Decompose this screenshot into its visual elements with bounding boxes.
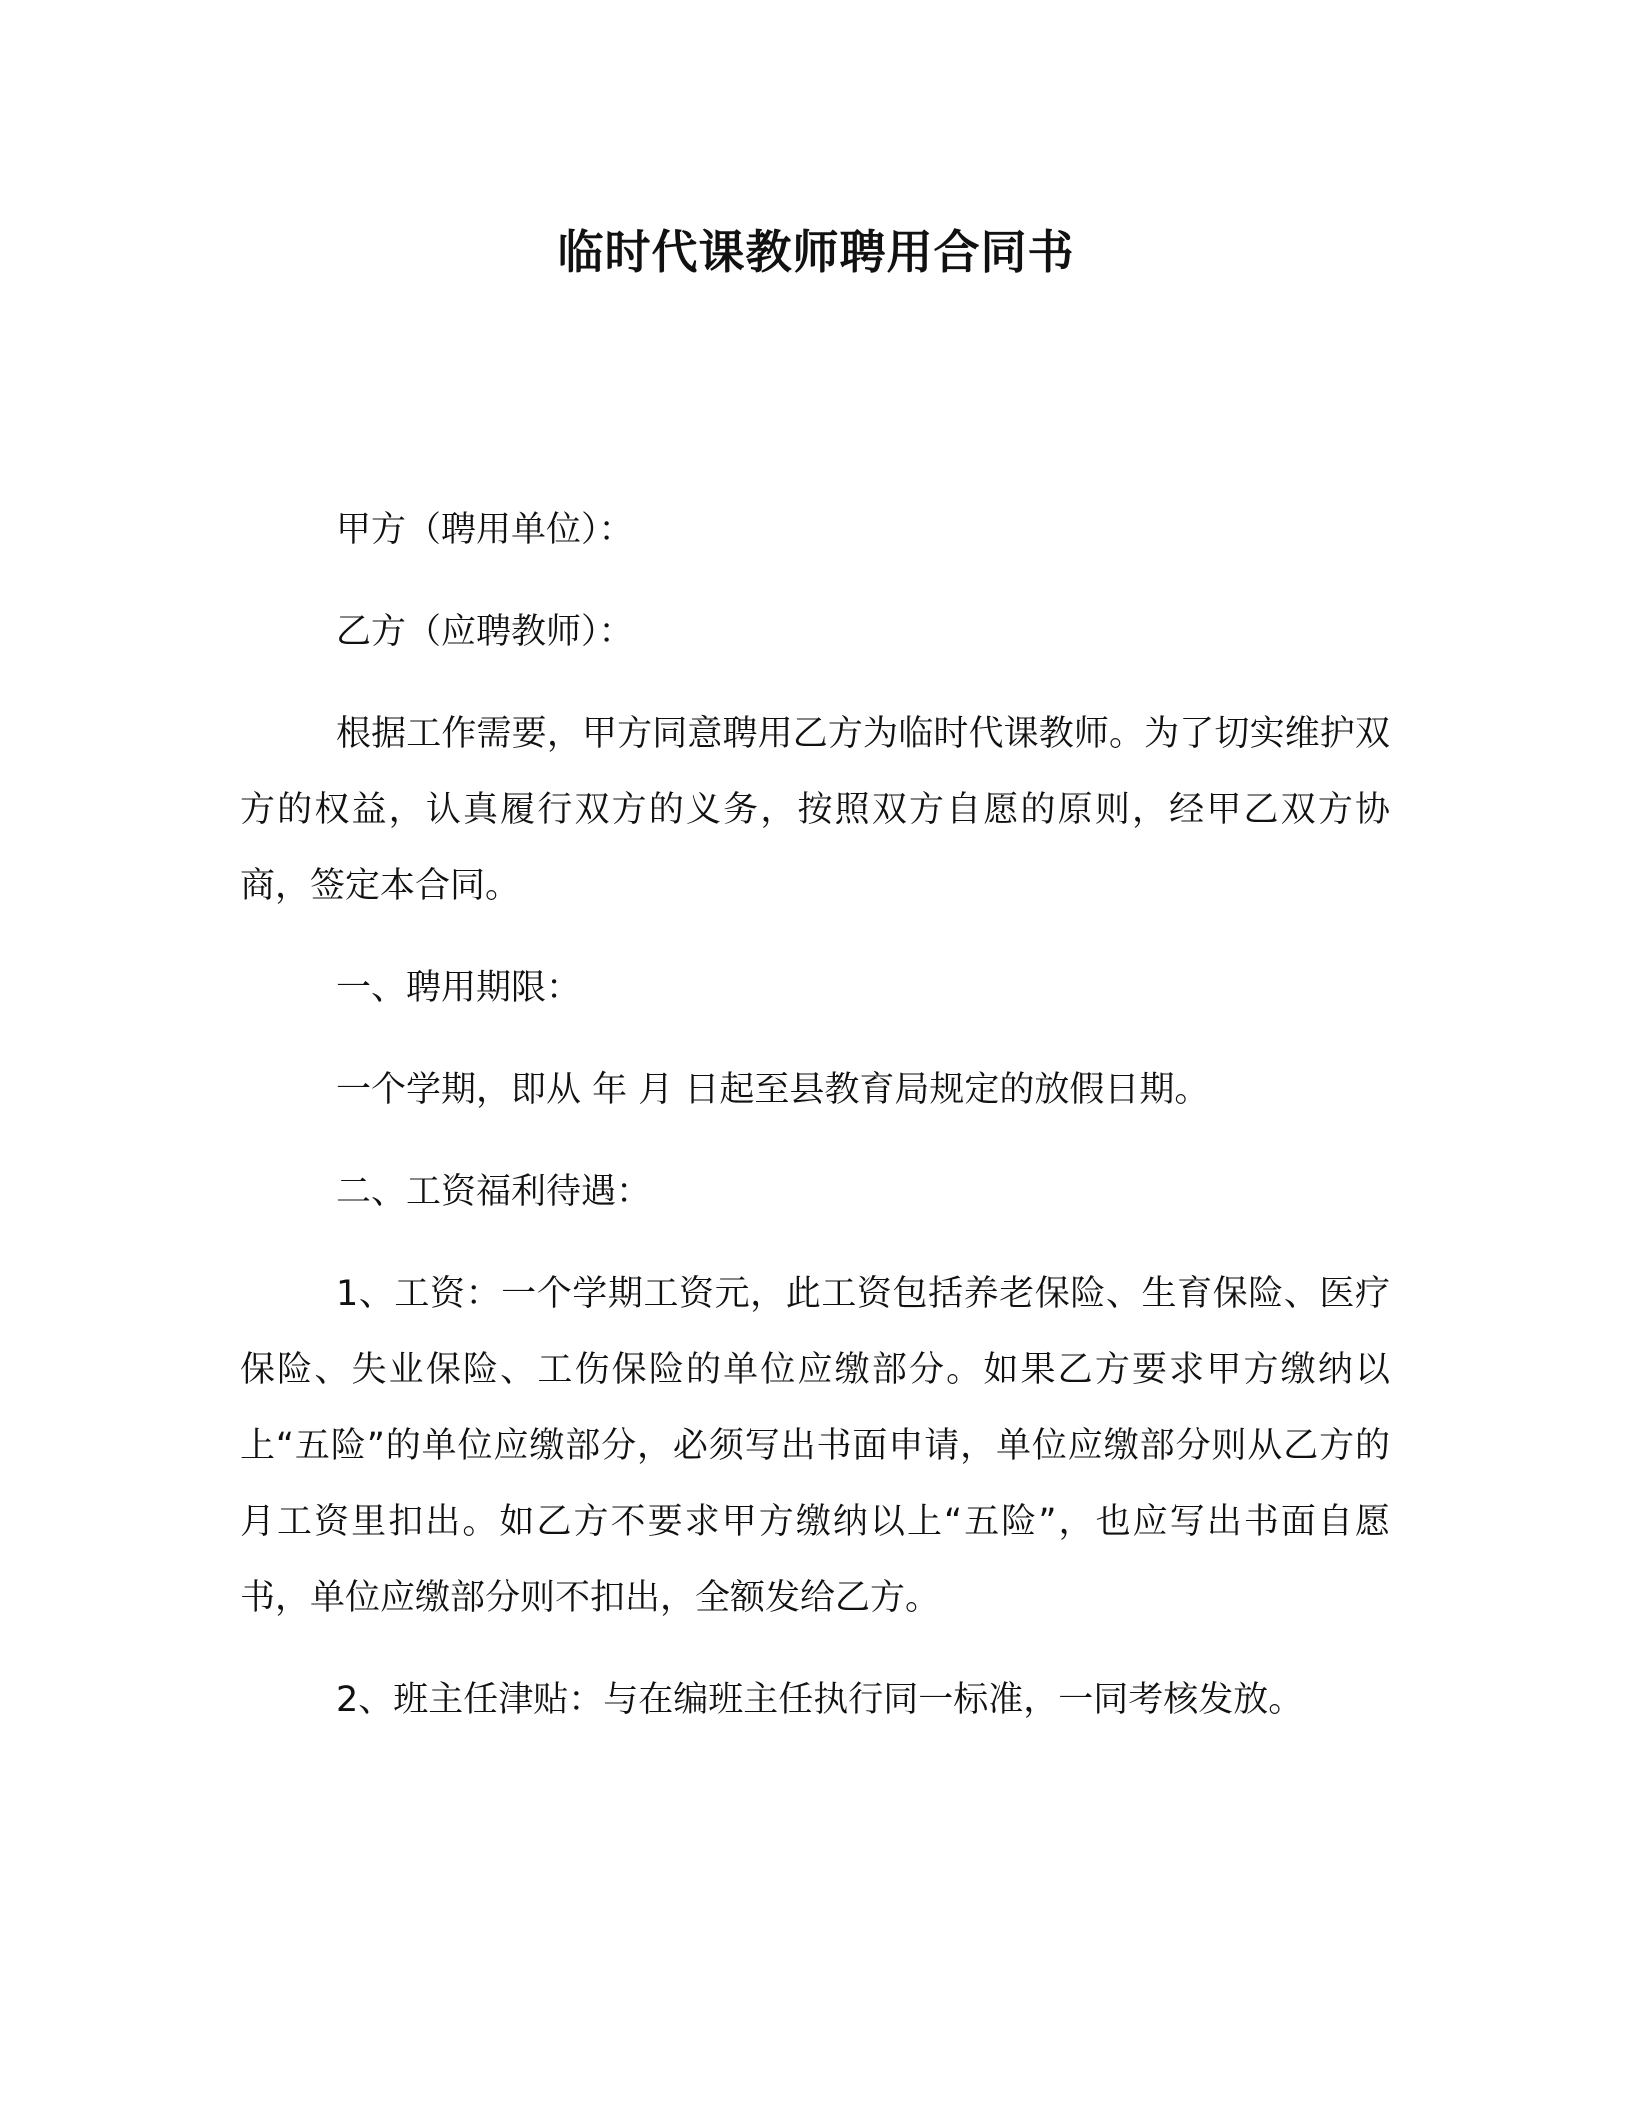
section-heading-term: 一、聘用期限：: [336, 968, 582, 1008]
document-title: 临时代课教师聘用合同书: [557, 225, 1075, 279]
intro-paragraph: 根据工作需要，甲方同意聘用乙方为临时代课教师。为了切实维护双方的权益，认真履行双方的义务，按照双方自愿的原则，经甲乙双方协商，签定本合同。: [240, 714, 1390, 906]
allowance-paragraph: 2、班主任津贴：与在编班主任执行同一标准，一同考核发放。: [336, 1680, 1304, 1720]
salary-paragraph: 1、工资：一个学期工资元，此工资包括养老保险、生育保险、医疗保险、失业保险、工伤保险的单位应缴部分。如果乙方要求甲方缴纳以上“五险”的单位应缴部分，必须写出书面申请，单位应缴部分则从乙方的月工资里扣出。如乙方不要求甲方缴纳以上“五险”，也应写出书面自愿书，单位应缴部分则不扣出，全额发给乙方。: [240, 1274, 1390, 1618]
section-heading-salary: 二、工资福利待遇：: [336, 1172, 652, 1212]
term-paragraph: 一个学期，即从 年 月 日起至县教育局规定的放假日期。: [336, 1070, 1210, 1110]
document-body: [240, 492, 1390, 1764]
party-b-line: 乙方（应聘教师）：: [336, 612, 634, 652]
party-a-line: 甲方（聘用单位）：: [336, 510, 634, 550]
